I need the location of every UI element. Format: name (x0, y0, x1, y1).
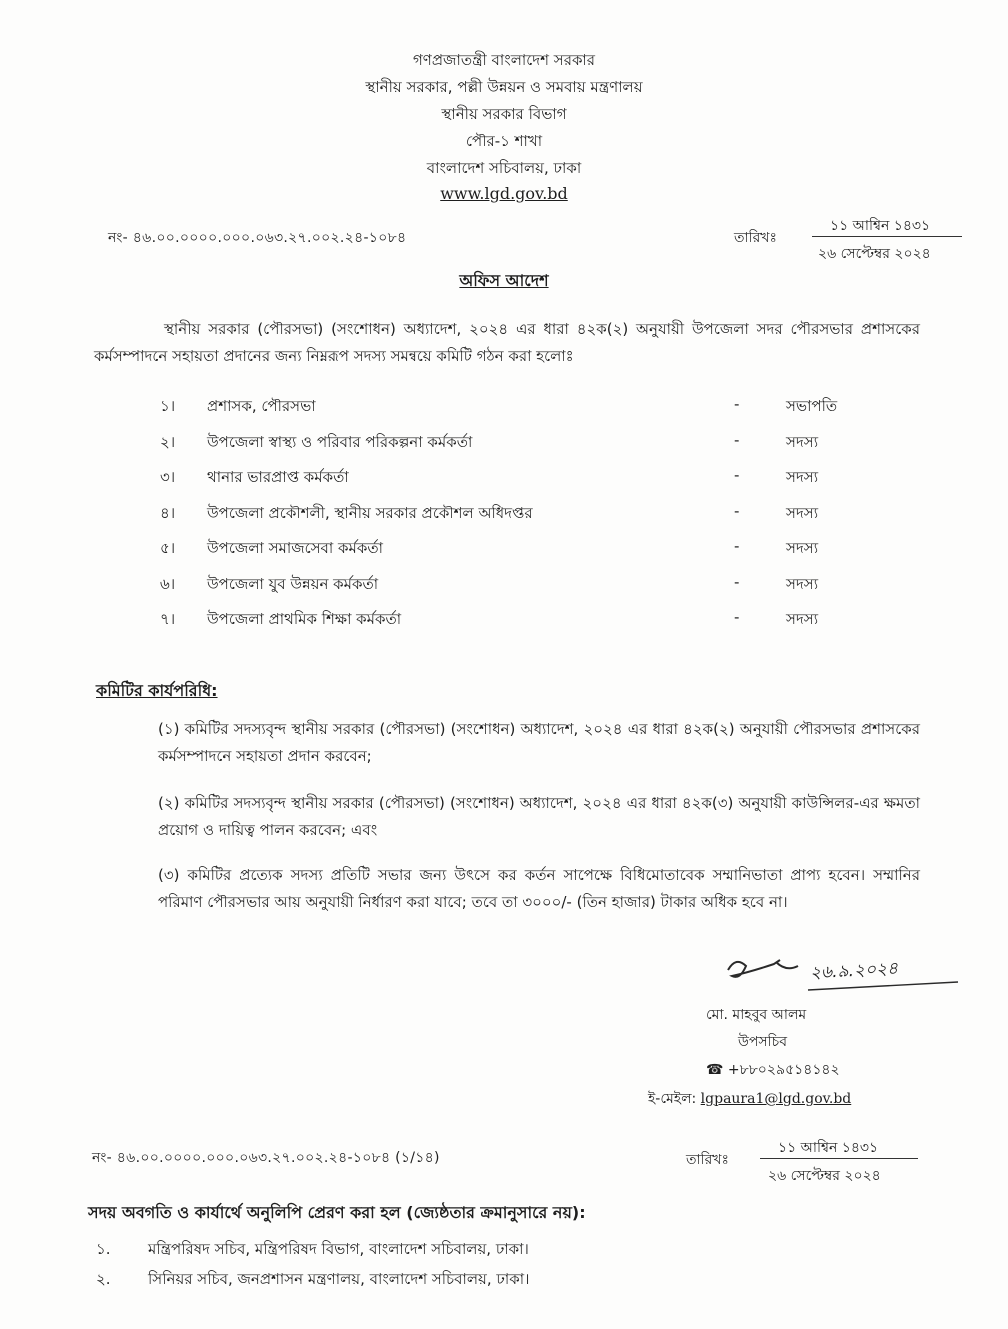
member-row (0, 608, 1008, 632)
member-number: ১। (160, 397, 176, 415)
email-link[interactable]: lgpaura1@lgd.gov.bd (700, 1091, 852, 1107)
member-role: সভাপতি (786, 397, 838, 415)
tor-item-1: (১) কমিটির সদস্যবৃন্দ স্থানীয় সরকার (পৌরসভা) (সংশোধন) অধ্যাদেশ, ২০২৪ এর ধারা ৪২ক(২) অনুযায়ী পৌরসভার প্রশাসকের কর্মসম্পাদনে সহায়তা প্রদান করবেন; (158, 720, 920, 765)
memo2-date-english: ২৬ সেপ্টেম্বর ২০২৪ (768, 1168, 881, 1184)
signatory-name: মো. মাহবুব আলম (706, 1007, 807, 1023)
member-row (0, 431, 1008, 455)
header-website-link[interactable]: www.lgd.gov.bd (440, 184, 568, 203)
member-number: ৫। (160, 539, 176, 557)
tor-item-3: (৩) কমিটির প্রত্যেক সদস্য প্রতিটি সভার জন্য উৎসে কর কর্তন সাপেক্ষে বিধিমোতাবেক সম্মানিভাতা প্রাপ্য হবেন। সম্মানির পরিমাণ পৌরসভার আয় অনুযায়ী নির্ধারণ করা যাবে; তবে তা ৩০০০/- (তিন হাজার) টাকার অধিক হবে না। (158, 866, 920, 911)
handwritten-date: ২৬.৯.২০২৪ (809, 958, 899, 984)
memo-number: নং- ৪৬.০০.০০০০.০০০.০৬৩.২৭.০০২.২৪-১০৮৪ (108, 230, 407, 246)
member-role: সদস্য (786, 433, 819, 451)
cc-item-text: সিনিয়র সচিব, জনপ্রশাসন মন্ত্রণালয়, বাংলাদেশ সচিবালয়, ঢাকা। (148, 1270, 530, 1288)
member-row (0, 395, 1008, 419)
member-number: ২। (160, 433, 176, 451)
tor-heading: কমিটির কার্যপরিধি: (96, 681, 218, 700)
phone-icon: ☎ (706, 1062, 724, 1078)
memo2-date-label: তারিখঃ (686, 1152, 729, 1168)
member-role: সদস্য (786, 575, 819, 593)
member-name: উপজেলা যুব উন্নয়ন কর্মকর্তা (207, 575, 379, 593)
header-address: বাংলাদেশ সচিবালয়, ঢাকা (426, 159, 582, 177)
memo-date-bangla: ১১ আশ্বিন ১৪৩১ (830, 218, 931, 234)
memo2-date-bangla: ১১ আশ্বিন ১৪৩১ (778, 1140, 879, 1156)
member-dash: - (734, 608, 740, 626)
cc-item-text: মন্ত্রিপরিষদ সচিব, মন্ত্রিপরিষদ বিভাগ, বাংলাদেশ সচিবালয়, ঢাকা। (148, 1240, 529, 1258)
member-number: ৩। (160, 468, 176, 486)
cc-heading: সদয় অবগতি ও কার্যার্থে অনুলিপি প্রেরণ করা হল (জ্যেষ্ঠতার ক্রমানুসারে নয়): (88, 1203, 586, 1222)
memo2-number: নং- ৪৬.০০.০০০০.০০০.০৬৩.২৭.০০২.২৪-১০৮৪ (১/১৪) (92, 1150, 440, 1166)
member-role: সদস্য (786, 504, 819, 522)
member-dash: - (734, 573, 740, 591)
cc-item-number: ২. (96, 1270, 111, 1288)
header-division: স্থানীয় সরকার বিভাগ (441, 105, 567, 123)
member-dash: - (734, 395, 740, 413)
member-dash: - (734, 537, 740, 555)
member-name: উপজেলা প্রাথমিক শিক্ষা কর্মকর্তা (207, 610, 402, 628)
member-number: ৪। (160, 504, 176, 522)
member-number: ৬। (160, 575, 176, 593)
member-dash: - (734, 431, 740, 449)
memo-date-english: ২৬ সেপ্টেম্বর ২০২৪ (818, 246, 931, 262)
order-title-text: অফিস আদেশ (459, 271, 549, 290)
email-label: ই-মেইল: (648, 1091, 697, 1107)
member-row (0, 573, 1008, 597)
member-name: উপজেলা স্বাস্থ্য ও পরিবার পরিকল্পনা কর্মকর্তা (207, 433, 473, 451)
member-name: উপজেলা প্রকৌশলী, স্থানীয় সরকার প্রকৌশল অধিদপ্তর (207, 504, 533, 522)
header-ministry-line2: স্থানীয় সরকার, পল্লী উন্নয়ন ও সমবায় মন্ত্রণালয় (365, 78, 643, 96)
member-row (0, 466, 1008, 490)
member-role: সদস্য (786, 610, 819, 628)
order-title (0, 268, 1008, 295)
member-name: উপজেলা সমাজসেবা কর্মকর্তা (207, 539, 383, 557)
header-ministry-line1: গণপ্রজাতন্ত্রী বাংলাদেশ সরকার (412, 51, 596, 69)
member-number: ৭। (160, 610, 176, 628)
cc-item (96, 1268, 896, 1290)
tor-item-2: (২) কমিটির সদস্যবৃন্দ স্থানীয় সরকার (পৌরসভা) (সংশোধন) অধ্যাদেশ, ২০২৪ এর ধারা ৪২ক(৩) অনুযায়ী কাউন্সিলর-এর ক্ষমতা প্রয়োগ ও দায়িত্ব পালন করবেন; এবং (158, 794, 920, 839)
date-divider-2 (760, 1158, 918, 1159)
member-name: থানার ভারপ্রাপ্ত কর্মকর্তা (207, 468, 349, 486)
member-role: সদস্য (786, 468, 819, 486)
cc-item-number: ১. (96, 1240, 111, 1258)
memo2-date-block (686, 1134, 926, 1186)
member-name: প্রশাসক, পৌরসভা (207, 397, 316, 415)
signatory-designation: উপসচিব (738, 1034, 788, 1050)
memo-date-label: তারিখঃ (734, 230, 777, 246)
date-divider (812, 236, 962, 237)
signatory-email-row (648, 1087, 851, 1111)
header-branch: পৌর-১ শাখা (465, 132, 543, 150)
cc-item (96, 1238, 896, 1260)
member-row (0, 537, 1008, 561)
member-row (0, 502, 1008, 526)
signatory-phone: +৮৮০২৯৫১৪১৪২ (727, 1062, 840, 1078)
intro-paragraph: স্থানীয় সরকার (পৌরসভা) (সংশোধন) অধ্যাদেশ, ২০২৪ এর ধারা ৪২ক(২) অনুযায়ী উপজেলা সদর পৌরসভার প্রশাসকের কর্মসম্পাদনে সহায়তা প্রদানের জন্য নিম্নরূপ সদস্য সমন্বয়ে কমিটি গঠন করা হলোঃ (94, 320, 920, 365)
signatory-phone-row (706, 1058, 840, 1082)
member-dash: - (734, 466, 740, 484)
member-role: সদস্য (786, 539, 819, 557)
memo-date-block (734, 212, 964, 264)
member-dash: - (734, 502, 740, 520)
